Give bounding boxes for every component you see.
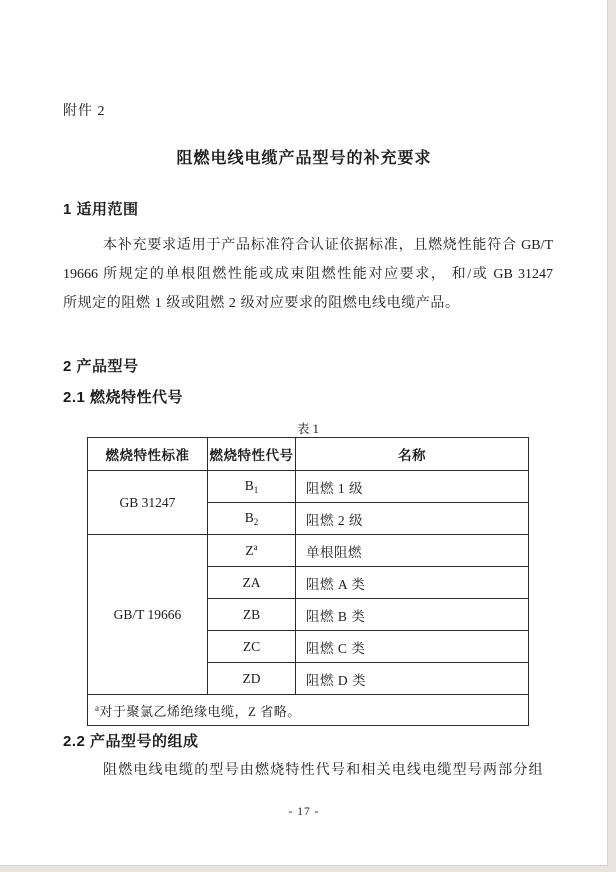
- cell-code-zd: ZD: [208, 663, 296, 695]
- paragraph-line: 本补充要求适用于产品标准符合认证依据标准，且燃烧性能符合 GB/T: [103, 238, 553, 253]
- paragraph-line: 所规定的阻燃 1 级或阻燃 2 级对应要求的阻燃电线电缆产品。: [63, 296, 460, 311]
- cell-name: 阻燃 1 级: [296, 471, 529, 503]
- section-2-heading: 2 产品型号: [63, 358, 139, 375]
- table-footnote: $^a$对于聚氯乙烯绝缘电缆，Z 省略。: [88, 695, 529, 726]
- section-2-2-heading: 2.2 产品型号的组成: [63, 733, 199, 750]
- cell-name: 单根阻燃: [296, 535, 529, 567]
- column-header-code: 燃烧特性代号: [208, 438, 296, 471]
- table-header-row: [88, 438, 529, 471]
- table-footnote-row: [88, 695, 529, 726]
- document-title: 阻燃电线电缆产品型号的补充要求: [176, 150, 432, 167]
- compose-paragraph: 阻燃电线电缆的型号由燃烧特性代号和相关电线电缆型号两部分组: [103, 763, 544, 778]
- cell-code-zc: ZC: [208, 631, 296, 663]
- attachment-label: 附件 2: [63, 104, 106, 119]
- section-2-1-heading: 2.1 燃烧特性代号: [63, 389, 184, 406]
- cell-code-zb: ZB: [208, 599, 296, 631]
- cell-name: 阻燃 A 类: [296, 567, 529, 599]
- scope-paragraph: [63, 231, 553, 318]
- cell-name: 阻燃 2 级: [296, 503, 529, 535]
- section-1-heading: 1 适用范围: [63, 201, 139, 218]
- table-row: [88, 471, 529, 503]
- cell-code-za: ZA: [208, 567, 296, 599]
- table-1-caption: 表 1: [297, 422, 319, 436]
- cell-code-b1: $B_1$: [208, 471, 296, 503]
- paragraph-line: 19666 所规定的单根阻燃性能或成束阻燃性能对应要求， 和/或 GB 31247: [63, 267, 553, 282]
- cell-name: 阻燃 B 类: [296, 599, 529, 631]
- cell-name: 阻燃 C 类: [296, 631, 529, 663]
- cell-standard-gb31247: GB 31247: [88, 471, 208, 535]
- cell-standard-gbt19666: GB/T 19666: [88, 535, 208, 695]
- cell-code-b2: $B_2$: [208, 503, 296, 535]
- column-header-name: 名称: [296, 438, 529, 471]
- column-header-standard: 燃烧特性标准: [88, 438, 208, 471]
- cell-name: 阻燃 D 类: [296, 663, 529, 695]
- table-1: [87, 437, 529, 726]
- cell-code-z: $Z^a$: [208, 535, 296, 567]
- page-number: - 17 -: [288, 806, 320, 818]
- table-row: [88, 535, 529, 567]
